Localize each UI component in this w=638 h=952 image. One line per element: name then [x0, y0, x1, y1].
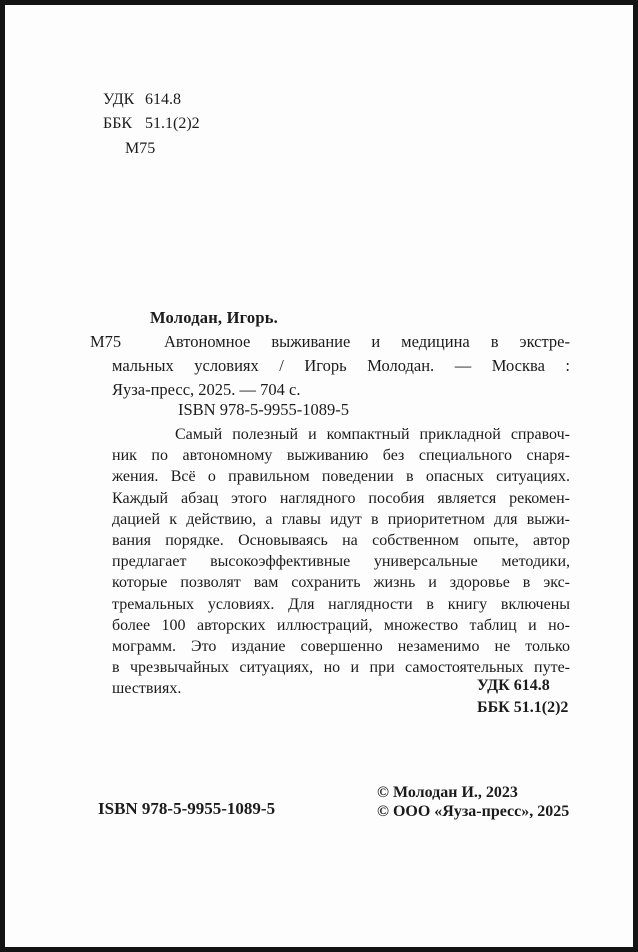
bibliographic-line — [90, 330, 570, 354]
bibliographic-line: мальных условиях / Игорь Молодан. — Москва : — [112, 356, 570, 375]
footer-isbn: ISBN 978-5-9955-1089-5 — [98, 799, 276, 818]
bottom-classification-codes — [477, 675, 568, 718]
annotation-line: ник по автономному выживанию без специального снаря- — [112, 447, 570, 465]
annotation-line: жения. Всё о правильном поведении в опасных ситуациях. — [112, 468, 570, 486]
author-sign-code: М75 — [125, 139, 156, 157]
author-heading: Молодан, Игорь. — [150, 308, 278, 327]
annotation-line: Каждый абзац этого наглядного пособия является рекомен- — [112, 489, 570, 507]
copyright-author: © Молодан И., 2023 — [377, 784, 518, 801]
bbk-line — [103, 112, 200, 136]
annotation-line: тремальных условиях. Для наглядности в книгу включены — [112, 595, 570, 613]
copyright-block — [377, 783, 569, 821]
margin-author-sign-code: М75 — [90, 332, 122, 351]
annotation-line: вания порядке. Основываясь на собственном опыте, автор — [112, 532, 570, 550]
bibliographic-line: Яуза-пресс, 2025. — 704 с. — [112, 380, 301, 399]
udk-value: 614.8 — [145, 91, 181, 108]
annotation-line: которые позволят вам сохранить жизнь и здоровье в экс- — [112, 574, 570, 592]
isbn-catalog-line: ISBN 978-5-9955-1089-5 — [178, 400, 349, 419]
annotation-line: мограмм. Это издание совершенно незаменимо не только — [112, 638, 570, 656]
bbk-bottom: ББК 51.1(2)2 — [477, 698, 569, 716]
annotation-line: Самый полезный и компактный прикладной справоч- — [175, 426, 570, 443]
bibliographic-text: Автономное выживание и медицина в экстре- — [164, 332, 570, 351]
udk-line — [103, 88, 200, 112]
annotation-line: шествиях. — [112, 680, 182, 698]
catalog-card — [90, 306, 570, 700]
annotation-line: предлагает высокоэффективные универсальные методики, — [112, 553, 570, 571]
udk-label: УДК — [103, 91, 135, 108]
top-classification-codes — [103, 88, 200, 161]
bbk-value: 51.1(2)2 — [145, 115, 200, 133]
annotation-line: дацией к действию, а главы идут в приоритетном для выжи- — [112, 510, 570, 528]
udk-bottom: УДК 614.8 — [477, 677, 550, 694]
annotation — [112, 424, 570, 700]
annotation-line: в чрезвычайных ситуациях, но и при самостоятельных путе- — [112, 659, 570, 677]
copyright-publisher: © ООО «Яуза-пресс», 2025 — [377, 803, 570, 820]
bbk-label: ББК — [103, 115, 133, 133]
annotation-line: более 100 авторских иллюстраций, множество таблиц и но- — [112, 616, 570, 634]
